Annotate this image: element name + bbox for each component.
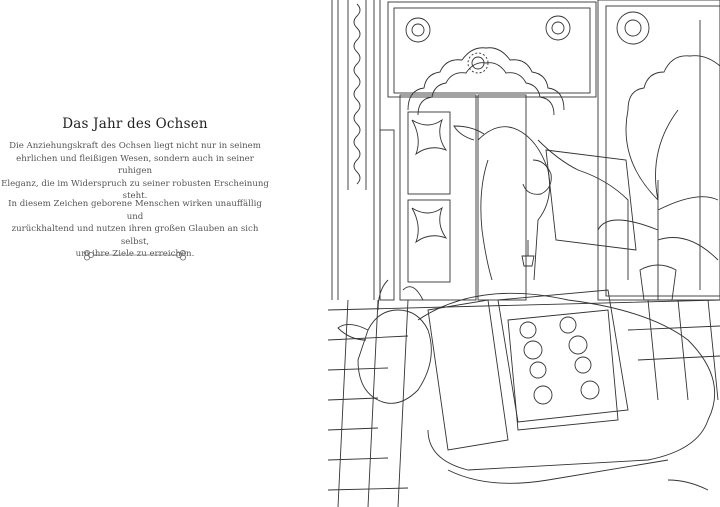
- paragraph-line: Eleganz, die im Widerspruch zu seiner robusten Erscheinung: [1, 178, 269, 189]
- paragraph-1: [0, 140, 270, 203]
- paragraph-line: ehrlichen und fleißigen Wesen, sondern auch in seiner ruhigen: [16, 153, 254, 177]
- ornamental-divider-icon: [83, 247, 187, 261]
- paragraph-line: Die Anziehungskraft des Ochsen liegt nicht nur in seinem: [9, 141, 261, 151]
- page-title: Das Jahr des Ochsen: [62, 116, 208, 132]
- paragraph-line: um ihre Ziele zu erreichen.: [75, 249, 195, 260]
- paragraph-line: In diesem Zeichen geborene Menschen wirken unauffällig und: [8, 199, 262, 222]
- paragraph-line: steht.: [122, 191, 148, 202]
- oxen-illustration: [328, 0, 720, 507]
- text-page: [0, 0, 330, 507]
- paragraph-line: zurückhaltend und nutzen ihren großen Glauben an sich selbst,: [11, 224, 259, 247]
